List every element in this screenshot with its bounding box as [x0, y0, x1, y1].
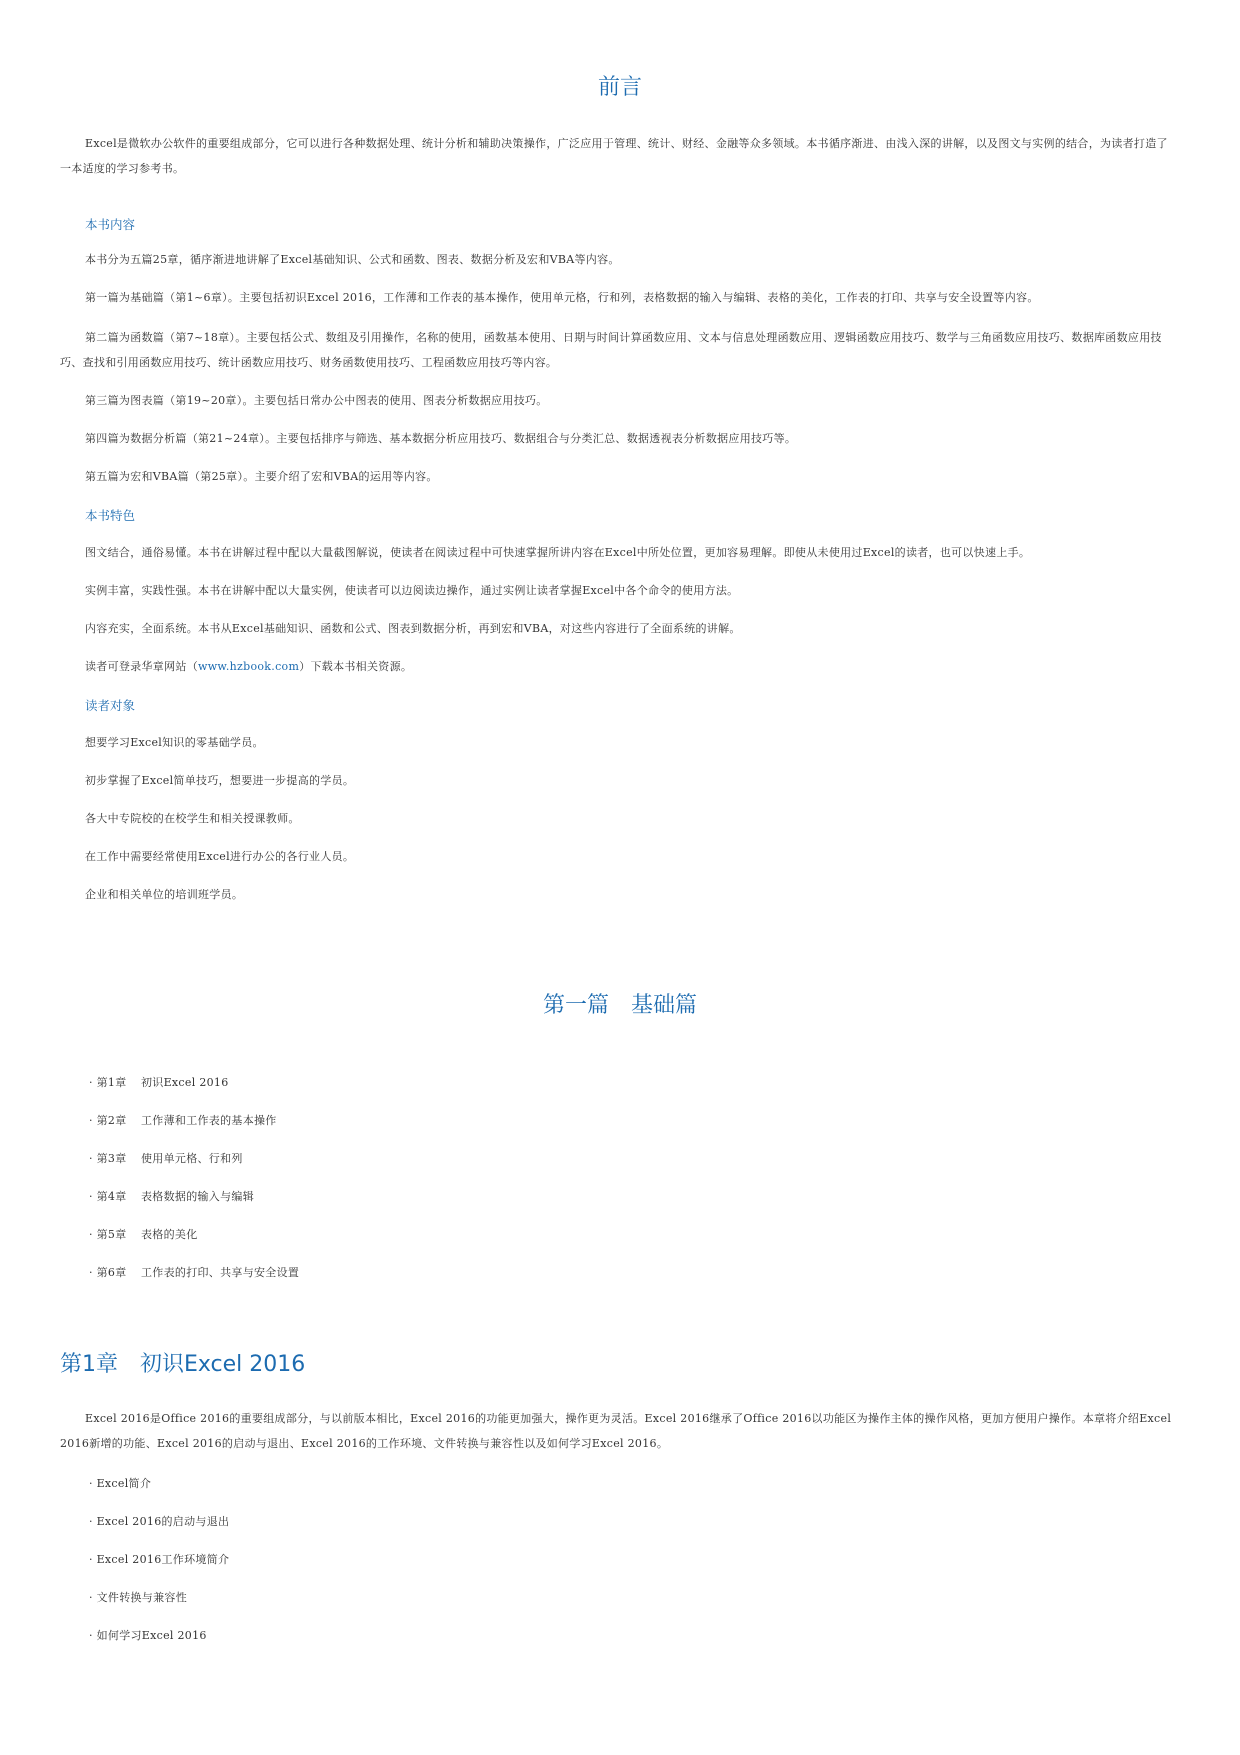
feature-paragraph: 图文结合，通俗易懂。本书在讲解过程中配以大量截图解说，使读者在阅读过程中可快速掌握所讲内容在Excel中所处位置，更加容易理解。即使从未使用过Excel的读者，也可以快速上手。 [85, 546, 1031, 559]
topic-item: · Excel简介 [89, 1477, 152, 1490]
chapter-list-item[interactable] [89, 1112, 277, 1128]
chapter-list-item[interactable] [89, 1074, 229, 1090]
resource-prefix: 读者可登录华章网站（ [85, 660, 198, 673]
chapter-num: · 第1章 [89, 1076, 127, 1089]
audience-item: 各大中专院校的在校学生和相关授课教师。 [85, 812, 300, 825]
topic-item: · 文件转换与兼容性 [89, 1591, 187, 1604]
chapter-title: 表格的美化 [141, 1228, 198, 1241]
audience-item: 初步掌握了Excel简单技巧，想要进一步提高的学员。 [85, 774, 355, 787]
chapter-num: · 第6章 [89, 1266, 127, 1279]
topic-item: · Excel 2016工作环境简介 [89, 1553, 230, 1566]
chapter-title: 工作薄和工作表的基本操作 [141, 1114, 277, 1127]
audience-item: 在工作中需要经常使用Excel进行办公的各行业人员。 [85, 850, 355, 863]
chapter-num: · 第2章 [89, 1114, 127, 1127]
audience-item: 企业和相关单位的培训班学员。 [85, 888, 244, 901]
chapter1-intro: Excel 2016是Office 2016的重要组成部分，与以前版本相比，Excel 2016的功能更加强大，操作更为灵活。Excel 2016继承了Office 2016以功能区为操作主体的操作风格，更加方便用户操作。本章将介绍Excel 2016新增的功能、Excel 2016的启动与退出、Excel 2016的工作环境、文件转换与兼容性以及如何学习Excel 2016。 [60, 1412, 1172, 1450]
content-heading: 本书内容 [85, 217, 136, 232]
chapter-title: 工作表的打印、共享与安全设置 [141, 1266, 300, 1279]
topic-item: · Excel 2016的启动与退出 [89, 1515, 230, 1528]
resource-suffix: ）下载本书相关资源。 [299, 660, 413, 673]
topic-item: · 如何学习Excel 2016 [89, 1629, 207, 1642]
audience-item: 想要学习Excel知识的零基础学员。 [85, 736, 264, 749]
content-paragraph: 第一篇为基础篇（第1~6章）。主要包括初识Excel 2016，工作薄和工作表的基本操作，使用单元格，行和列，表格数据的输入与编辑、表格的美化，工作表的打印、共享与安全设置等内容。 [85, 291, 1039, 304]
features-heading: 本书特色 [85, 508, 136, 523]
chapter-list-item[interactable] [89, 1264, 299, 1280]
content-paragraph: 本书分为五篇25章，循序渐进地讲解了Excel基础知识、公式和函数、图表、数据分析及宏和VBA等内容。 [85, 253, 620, 266]
chapter-list-item[interactable] [89, 1226, 198, 1242]
preface-title: 前言 [597, 75, 642, 100]
chapter-num: · 第5章 [89, 1228, 127, 1241]
resource-paragraph [85, 659, 412, 675]
content-paragraph: 第五篇为宏和VBA篇（第25章）。主要介绍了宏和VBA的运用等内容。 [85, 470, 438, 483]
chapter-num: · 第4章 [89, 1190, 127, 1203]
feature-paragraph: 内容充实，全面系统。本书从Excel基础知识、函数和公式、图表到数据分析，再到宏和VBA，对这些内容进行了全面系统的讲解。 [85, 622, 741, 635]
chapter-list-item[interactable] [89, 1188, 254, 1204]
preface-intro: Excel是微软办公软件的重要组成部分，它可以进行各种数据处理、统计分析和辅助决策操作，广泛应用于管理、统计、财经、金融等众多领域。本书循序渐进、由浅入深的讲解，以及图文与实例的结合，为读者打造了一本适度的学习参考书。 [60, 137, 1168, 175]
part1-title: 第一篇 基础篇 [542, 993, 697, 1018]
feature-paragraph: 实例丰富，实践性强。本书在讲解中配以大量实例，使读者可以边阅读边操作，通过实例让读者掌握Excel中各个命令的使用方法。 [85, 584, 739, 597]
chapter-title: 表格数据的输入与编辑 [141, 1190, 254, 1203]
hzbook-link[interactable]: www.hzbook.com [198, 660, 300, 673]
chapter-num: · 第3章 [89, 1152, 127, 1165]
chapter1-title: 第1章 初识Excel 2016 [60, 1352, 306, 1377]
chapter-list-item[interactable] [89, 1150, 243, 1166]
content-paragraph: 第四篇为数据分析篇（第21~24章）。主要包括排序与筛选、基本数据分析应用技巧、数据组合与分类汇总、数据透视表分析数据应用技巧等。 [85, 432, 797, 445]
chapter-title: 初识Excel 2016 [141, 1076, 229, 1089]
content-paragraph: 第二篇为函数篇（第7~18章）。主要包括公式、数组及引用操作，名称的使用，函数基本使用、日期与时间计算函数应用、文本与信息处理函数应用、逻辑函数应用技巧、数学与三角函数应用技巧、数据库函数应用技巧、查找和引用函数应用技巧、统计函数应用技巧、财务函数使用技巧、工程函数应用技巧等内容。 [60, 331, 1162, 369]
chapter-title: 使用单元格、行和列 [141, 1152, 243, 1165]
content-paragraph: 第三篇为图表篇（第19~20章）。主要包括日常办公中图表的使用、图表分析数据应用技巧。 [85, 394, 548, 407]
audience-heading: 读者对象 [85, 698, 136, 713]
